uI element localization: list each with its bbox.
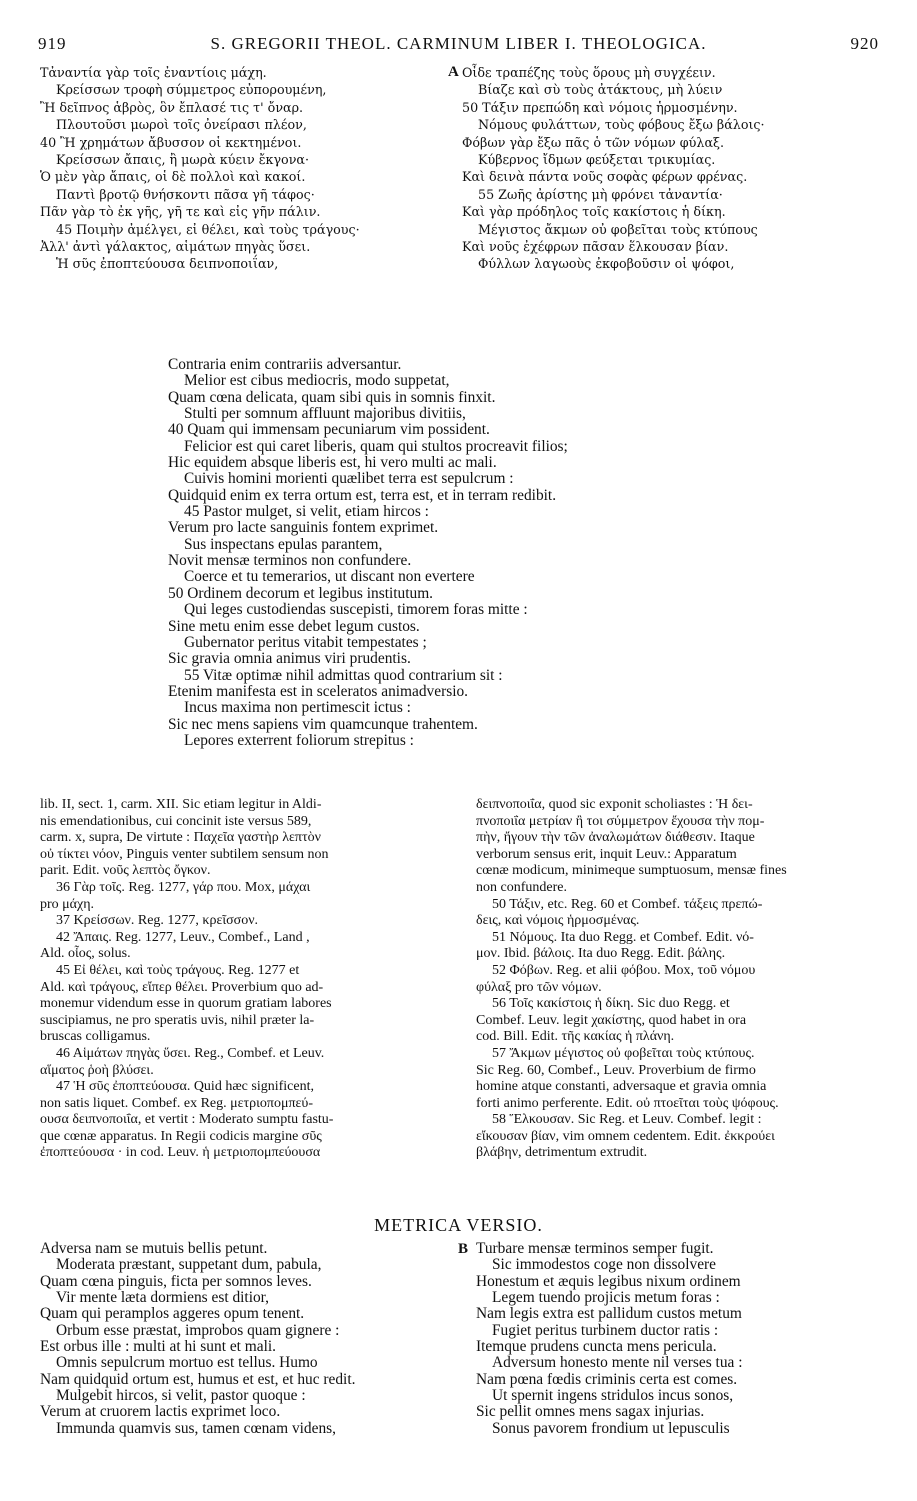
latin-verse-line: Sine metu enim esse debet legum custos. <box>168 617 420 635</box>
metrical-verse-line: Ut spernit ingens stridulos incus sonos, <box>492 1387 734 1405</box>
metrical-verse-line: Adversa nam se mutuis bellis petunt. <box>40 1240 268 1257</box>
greek-verse-line: Κρείσσων τροφὴ σύμμετρος εὐπορουμένη, <box>56 82 327 98</box>
metrical-verse-line: Moderata præstant, suppetant dum, pabula, <box>56 1256 322 1274</box>
latin-verse-line: Melior est cibus mediocris, modo suppetat, <box>184 372 450 390</box>
greek-verse-line: Οἶδε τραπέζης τοὺς ὅρους μὴ συγχέειν. <box>462 65 716 80</box>
metrical-version-left-column <box>40 1241 460 1437</box>
latin-verse-line: Verum pro lacte sanguinis fontem exprimet. <box>168 519 439 537</box>
footnote-line: cœnæ modicum, minimeque sumptuosum, mensæ fines <box>476 863 787 879</box>
greek-verse-line: Μέγιστος ἄκμων οὐ φοβεῖται τοὺς κτύπους <box>478 221 758 237</box>
footnote-line: parit. Edit. νοῦς λεπτὸς ὄγκον. <box>40 863 211 879</box>
footnote-line: Sic Reg. 60, Combef., Leuv. Proverbium de firmo <box>476 1062 756 1078</box>
greek-verse-line: Φόβων γὰρ ἔξω πᾶς ὁ τῶν νόμων φύλαξ. <box>462 134 725 150</box>
latin-verse-line: 40 Quam qui immensam pecuniarum vim possident. <box>168 421 490 439</box>
greek-verse-line: Κρείσσων ἄπαις, ἢ μωρὰ κύειν ἔκγονα· <box>56 152 310 168</box>
metrical-verse-line: Sonus pavorem frondium ut lepusculis <box>492 1419 730 1437</box>
greek-verse-line: Πλουτοῦσι μωροὶ τοῖς ὀνείρασι πλέον, <box>56 117 307 133</box>
greek-verse-line: Ἀλλ' ἀντὶ γάλακτος, αἱμάτων πηγὰς ὕσει. <box>40 239 311 255</box>
greek-verse-line: 55 Ζωῆς ἀρίστης μὴ φρόνει τἀναντία· <box>478 186 723 202</box>
column-marker-a: A <box>448 64 459 80</box>
section-heading: METRICA VERSIO. <box>374 1215 543 1235</box>
footnote-line: non satis liquet. Combef. ex Reg. μετριοπομπεύ- <box>40 1095 314 1111</box>
latin-verse-line: Novit mensæ terminos non confundere. <box>168 552 412 570</box>
metrical-verse-line: Nam pœna fœdis criminis certa est comes. <box>476 1370 738 1388</box>
footnote-line: δειπνοποιΐα, quod sic exponit scholiastes : Ἡ δει- <box>476 797 753 812</box>
latin-verse-line: Sus inspectans epulas parantem, <box>184 535 383 553</box>
latin-verse-line: 45 Pastor mulget, si velit, etiam hircos : <box>184 503 429 521</box>
greek-verse-line: 45 Ποιμὴν ἀμέλγει, εἰ θέλει, καὶ τοὺς τράγους· <box>56 221 360 237</box>
metrical-verse-line: Sic pellit omnes mens sagax injurias. <box>476 1403 705 1421</box>
greek-verse-line: Παντὶ βροτῷ θνήσκοντι πᾶσα γῆ τάφος· <box>56 186 315 202</box>
latin-verse-line: Qui leges custodiendas suscepisti, timorem foras mitte : <box>184 601 528 619</box>
footnote-line: cod. Bill. Edit. τῆς κακίας ἡ πλάνη. <box>476 1029 675 1045</box>
footnote-line: εἴκουσαν βίαν, vim omnem cedentem. Edit. ἐκκρούει <box>476 1128 775 1144</box>
footnote-line: que cœnæ apparatus. In Regii codicis margine σῦς <box>40 1128 322 1144</box>
metrical-verse-line: Itemque prudens cuncta mens pericula. <box>476 1338 717 1356</box>
greek-verse-line: Καὶ νοῦς ἐχέφρων πᾶσαν ἕλκουσαν βίαν. <box>462 239 729 255</box>
latin-translation <box>168 357 768 749</box>
greek-verse-line: Καὶ δεινὰ πάντα νοῦς σοφὰς φέρων φρένας. <box>462 169 748 185</box>
page-number-right: 920 <box>850 34 879 53</box>
greek-text-left-column <box>40 64 450 273</box>
footnote-line: βλάβην, detrimentum extrudit. <box>476 1145 648 1161</box>
greek-verse-line: Κύβερνος ἴδμων φεύξεται τρικυμίας. <box>478 152 716 168</box>
column-marker-b: B <box>458 1241 469 1257</box>
greek-verse-line: Φύλλων λαγωοὺς ἐκφοβοῦσιν οἱ ψόφοι, <box>478 256 735 272</box>
page-header <box>38 34 879 54</box>
latin-verse-line: Stulti per somnum affluunt majoribus divitiis, <box>184 405 466 423</box>
latin-verse-line: Etenim manifesta est in sceleratos animadversio. <box>168 682 469 700</box>
greek-verse-line: Καὶ γὰρ πρόδηλος τοῖς κακίστοις ἡ δίκη. <box>462 204 726 220</box>
latin-verse-line: Hic equidem absque liberis est, hi vero multi ac mali. <box>168 454 497 472</box>
footnote-line: monemur videndum esse in quorum gratiam labores <box>40 996 332 1012</box>
metrical-verse-line: Omnis sepulcrum mortuo est tellus. Humo <box>56 1354 318 1372</box>
footnote-line: bruscas colligamus. <box>40 1029 151 1045</box>
footnote-line: 56 Τοῖς κακίστοις ἡ δίκη. Sic duo Regg. et <box>492 996 730 1012</box>
latin-verse-line: Cuivis homini morienti quælibet terra est sepulcrum : <box>184 470 514 488</box>
footnote-line: 47 Ἡ σῦς ἐποπτεύουσα. Quid hæc significent, <box>56 1079 314 1095</box>
latin-verse-line: Sic gravia omnia animus viri prudentis. <box>168 650 411 668</box>
footnote-line: οὐ τίκτει νόον, Pinguis venter subtilem sensum non <box>40 846 329 862</box>
footnote-line: non confundere. <box>476 879 567 895</box>
metrical-verse-line: Honestum et æquis legibus nixum ordinem <box>476 1272 741 1290</box>
latin-verse-line: Coerce et tu temerarios, ut discant non evertere <box>184 568 475 586</box>
greek-verse-line: Τἀναντία γὰρ τοῖς ἐναντίοις μάχη. <box>40 65 267 80</box>
footnotes-left-column <box>40 797 452 1162</box>
footnote-line: μον. Ibid. βάλοις. Ita duo Regg. Edit. βάλης. <box>476 946 726 962</box>
greek-text-right-column <box>448 64 872 273</box>
footnote-line: 50 Τάξιν, etc. Reg. 60 et Combef. τάξεις πρεπώ- <box>492 896 763 912</box>
metrical-verse-line: Vir mente læta dormiens est ditior, <box>56 1289 270 1307</box>
metrical-verse-line: Adversum honesto mente nil verses tua : <box>492 1354 743 1372</box>
footnote-line: verborum sensus erit, inquit Leuv.: Apparatum <box>476 846 737 862</box>
metrical-verse-line: Quam qui peramplos aggeres opum tenent. <box>40 1305 305 1323</box>
greek-verse-line: Ἡ σῦς ἐποπτεύουσα δειπνοποιΐαν, <box>56 256 279 272</box>
footnote-line: πὴν, ἤγουν τὴν τῶν ἀναλωμάτων διάθεσιν. Itaque <box>476 830 755 846</box>
latin-verse-line: Quam cœna delicata, quam sibi quis in somnis finxit. <box>168 388 496 406</box>
footnote-line: 57 Ἄκμων μέγιστος οὐ φοβεῖται τοὺς κτύπους. <box>492 1045 755 1061</box>
metrical-verse-line: Verum at cruorem lactis exprimet loco. <box>40 1403 281 1421</box>
metrical-verse-line: Legem tuendo projicis metum foras : <box>492 1289 720 1307</box>
latin-verse-line: Quidquid enim ex terra ortum est, terra est, et in terram redibit. <box>168 486 557 504</box>
latin-verse-line: Incus maxima non pertimescit ictus : <box>184 699 411 717</box>
metrical-verse-line: Mulgebit hircos, si velit, pastor quoque : <box>56 1387 306 1405</box>
metrical-verse-line: Nam quidquid ortum est, humus et est, et huc redit. <box>40 1370 356 1388</box>
latin-verse-line: Contraria enim contrariis adversantur. <box>168 356 402 373</box>
metrical-verse-line: Quam cœna pinguis, ficta per somnos leves. <box>40 1272 312 1290</box>
footnote-line: pro μάχη. <box>40 896 95 912</box>
footnote-line: carm. x, supra, De virtute : Παχεῖα γαστὴρ λεπτὸν <box>40 830 321 846</box>
footnote-line: ἐποπτεύουσα · in cod. Leuv. ἡ μετριοπομπεύουσα <box>40 1145 321 1161</box>
footnote-line: 42 Ἄπαις. Reg. 1277, Leuv., Combef., Land , <box>56 929 310 945</box>
greek-verse-line: 40 Ἢ χρημάτων ἄβυσσον οἱ κεκτημένοι. <box>40 134 302 150</box>
latin-verse-line: Sic nec mens sapiens vim quamcunque trahentem. <box>168 715 478 733</box>
footnote-line: lib. II, sect. 1, carm. XII. Sic etiam legitur in Aldi- <box>40 797 322 812</box>
latin-verse-line: Gubernator peritus vitabit tempestates ; <box>184 633 427 651</box>
footnote-line: αἵματος ῥοὴ βλύσει. <box>40 1062 154 1078</box>
footnote-line: suscipiamus, ne pro speratis uvis, nihil præter la- <box>40 1012 315 1028</box>
footnote-line: δεις, καὶ νόμοις ἡρμοσμένας. <box>476 913 640 929</box>
latin-verse-line: Lepores exterrent foliorum strepitus : <box>184 731 414 749</box>
greek-verse-line: Πᾶν γὰρ τὸ ἐκ γῆς, γῆ τε καὶ εἰς γῆν πάλιν. <box>40 204 321 220</box>
metrical-verse-line: Est orbus ille : multi at hi sunt et mali. <box>40 1338 276 1356</box>
footnote-line: 36 Γὰρ τοῖς. Reg. 1277, γάρ που. Mox, μάχαι <box>56 879 311 895</box>
footnote-line: φύλαξ pro τῶν νόμων. <box>476 979 602 995</box>
footnote-line: Combef. Leuv. legit χακίστης, quod habet in ora <box>476 1012 747 1028</box>
metrical-verse-line: Sic immodestos coge non dissolvere <box>492 1256 716 1274</box>
footnote-line: ουσα δειπνοποιΐα, et vertit : Moderato sumptu fastu- <box>40 1112 334 1128</box>
latin-verse-line: 50 Ordinem decorum et legibus institutum. <box>168 584 434 602</box>
greek-verse-line: 50 Τάξιν πρεπώδη καὶ νόμοις ἡρμοσμένην. <box>462 99 738 115</box>
metrical-verse-line: Orbum esse præstat, improbos quam gignere : <box>56 1321 340 1339</box>
footnote-line: 37 Κρείσσων. Reg. 1277, κρεῖσσον. <box>56 913 259 929</box>
footnote-line: homine atque constanti, adversaque et gravia omnia <box>476 1079 767 1095</box>
greek-verse-line: Ὁ μὲν γὰρ ἄπαις, οἱ δὲ πολλοὶ καὶ κακοί. <box>40 169 306 185</box>
greek-verse-line: Βίαζε καὶ σὺ τοὺς ἀτάκτους, μὴ λύειν <box>478 82 723 98</box>
greek-verse-line: Νόμους φυλάττων, τοὺς φόβους ἔξω βάλοις· <box>478 117 765 133</box>
latin-verse-line: 55 Vitæ optimæ nihil admittas quod contrarium sit : <box>184 666 503 684</box>
metrical-verse-line: Turbare mensæ terminos semper fugit. <box>476 1240 714 1257</box>
metrical-verse-line: Nam legis extra est pallidum custos metum <box>476 1305 742 1323</box>
metrical-verse-line: Immunda quamvis sus, tamen cœnam videns, <box>56 1419 336 1437</box>
footnote-line: 52 Φόβων. Reg. et alii φόβου. Mox, τοῦ νόμου <box>492 962 756 978</box>
footnote-line: 51 Νόμους. Ita duo Regg. et Combef. Edit. νό- <box>492 929 754 945</box>
footnote-line: Ald. καὶ τράγους, εἴπερ θέλει. Proverbium quo ad- <box>40 979 324 995</box>
metrical-verse-line: Fugiet peritus turbinem ductor ratis : <box>492 1321 719 1339</box>
footnote-line: 46 Αἱμάτων πηγὰς ὕσει. Reg., Combef. et Leuv. <box>56 1045 325 1061</box>
latin-verse-line: Felicior est qui caret liberis, quam qui stultos procreavit filios; <box>184 437 568 455</box>
footnotes-right-column <box>476 797 888 1162</box>
footnote-line: 45 Εἰ θέλει, καὶ τοὺς τράγους. Reg. 1277 et <box>56 962 300 978</box>
footnote-line: πνοποιΐα μετρίαν ἢ τοι σύμμετρον ἔχουσα τὴν πομ- <box>476 813 765 829</box>
greek-verse-line: Ἢ δεῖπνος ἁβρὸς, ὃν ἔπλασέ τις τ' ὄναρ. <box>40 99 304 115</box>
footnote-line: 58 Ἕλκουσαν. Sic Reg. et Leuv. Combef. legit : <box>492 1112 762 1128</box>
metrical-version-right-column <box>458 1240 896 1437</box>
footnote-line: Ald. οἷος, solus. <box>40 946 131 962</box>
footnote-line: forti animo perferente. Edit. οὐ πτοεῖται τοὺς ψόφους. <box>476 1095 779 1111</box>
footnote-line: nis emendationibus, cui concinit iste versus 589, <box>40 813 312 829</box>
page-number-left: 919 <box>38 34 67 53</box>
running-title: S. GREGORII THEOL. CARMINUM LIBER I. THEOLOGICA. <box>210 34 707 53</box>
